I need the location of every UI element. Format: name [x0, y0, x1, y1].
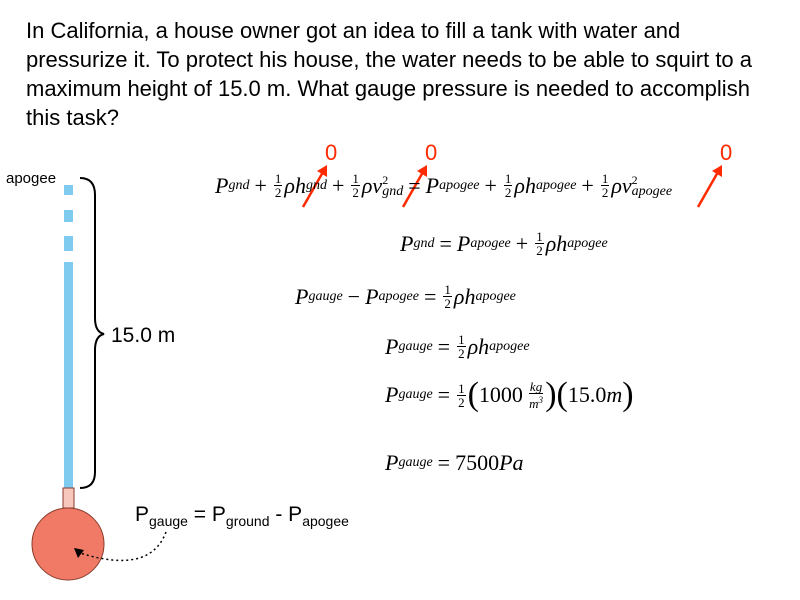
equation-gauge-formula: P gauge = $\frac{1}{2}$ ρ h apogee	[385, 332, 530, 361]
bernoulli-equation: P gnd + $\frac{1}{2}$ ρ h gnd + $\frac{1}{2}$ ρ v 2 gnd = P apogee + $\frac{1}{2}$ ρ h apogee + $\frac{1}{2}$ ρ v 2 apogee	[215, 171, 673, 200]
water-stream	[64, 185, 73, 490]
equation-substitution: P gauge = $\frac{1}{2}$ ( 1000 $\frac{kg}{m^3}$ ) ( 15.0 m )	[385, 376, 634, 413]
equation-ground-pressure: P gnd = P apogee + $\frac{1}{2}$ ρ h apogee	[400, 229, 608, 258]
question-text: In California, a house owner got an idea to fill a tank with water and pressurize it. To protect his house, the water needs to be able to squirt to a maximum height of 15.0 m. What gauge pressure is needed to accomplish this task?	[26, 18, 753, 130]
zero-annotation-2: 0	[425, 140, 438, 165]
equation-gauge-difference: P gauge − P apogee = $\frac{1}{2}$ ρ h apogee	[295, 282, 516, 311]
zero-annotation-3: 0	[720, 140, 733, 165]
height-label: 15.0 m	[111, 324, 176, 347]
tank-neck	[63, 488, 74, 508]
equation-result: P gauge = 7500 Pa	[385, 450, 524, 475]
gauge-pressure-definition: $P_{gauge} = P_{ground} - P_{apogee}$	[135, 503, 349, 529]
zero-annotation-1: 0	[325, 140, 338, 165]
tank	[32, 508, 104, 580]
height-brace	[80, 178, 104, 488]
apogee-label: apogee	[6, 170, 57, 187]
